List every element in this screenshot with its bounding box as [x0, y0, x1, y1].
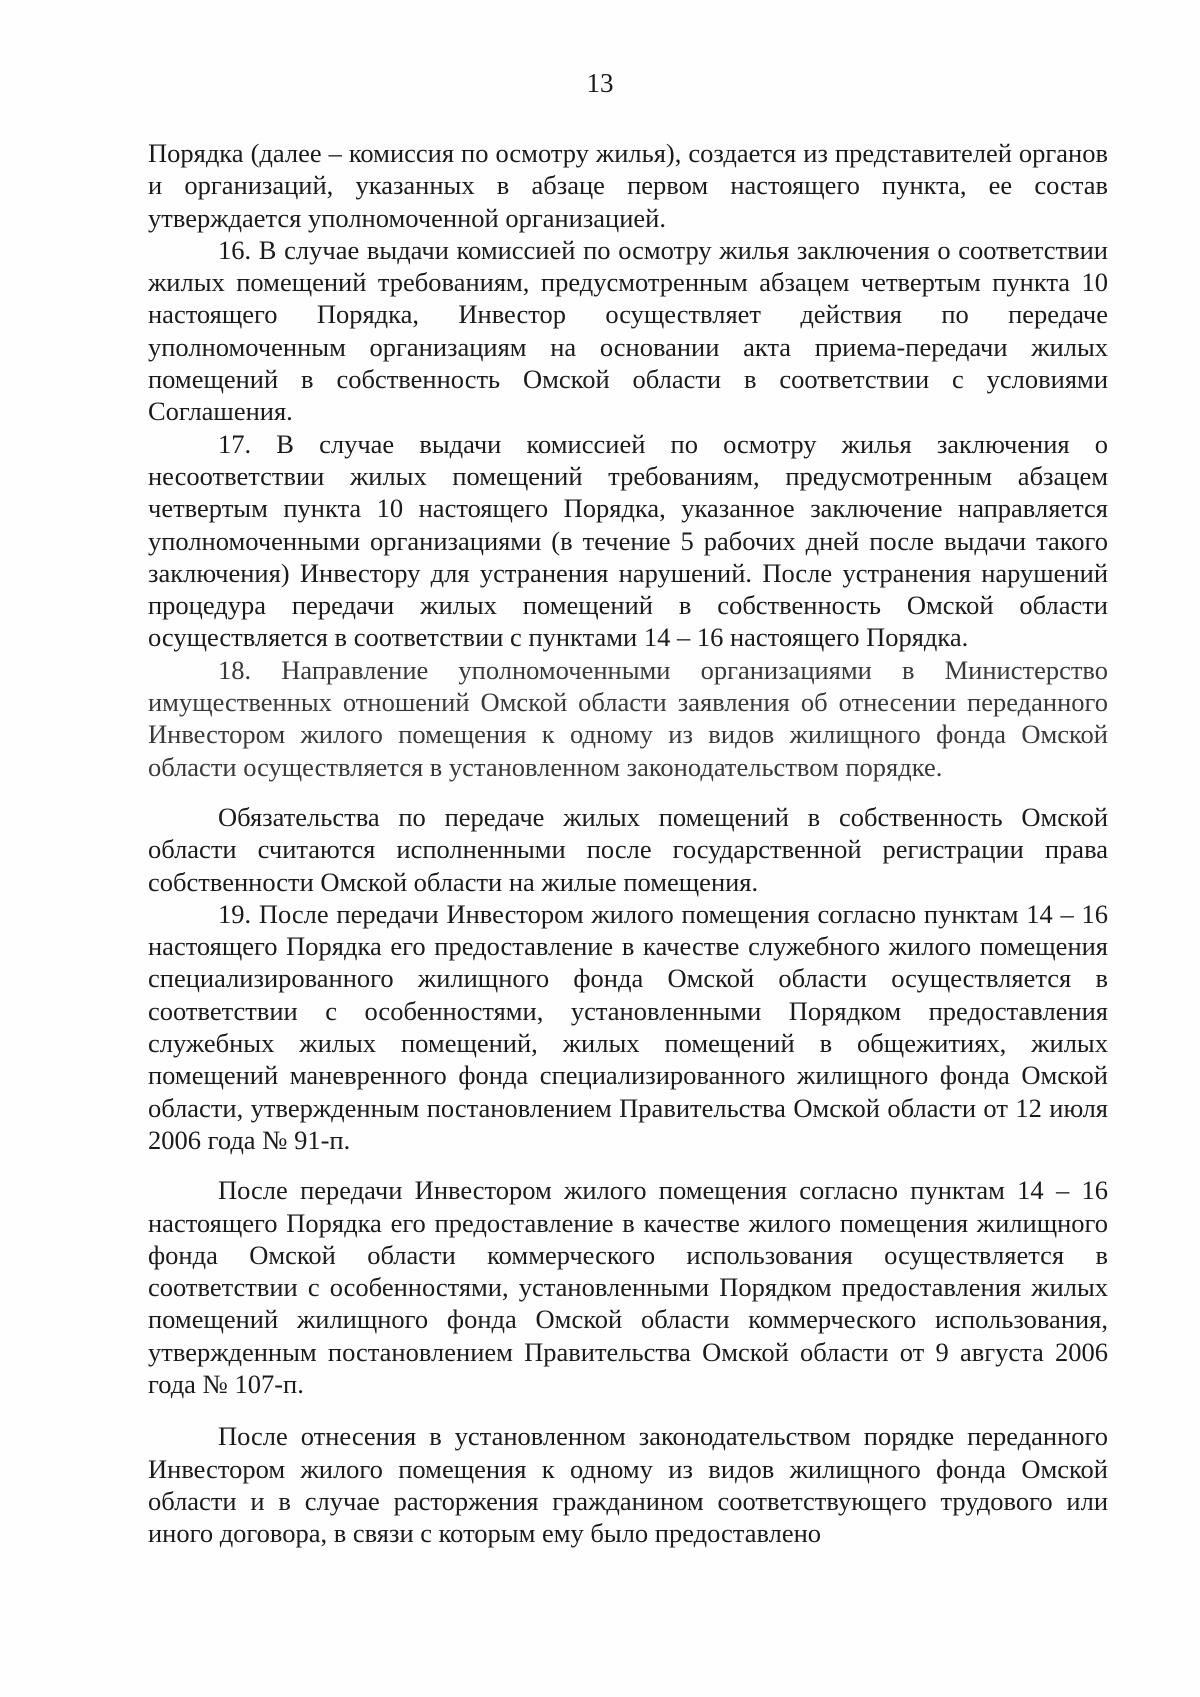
- paragraph-17: 17. В случае выдачи комиссией по осмотру жилья заключения о несоответствии жилых помещений требованиям, предусмотренным абзацем четвертым пункта 10 настоящего Порядка, указанное заключение направляется уполномоченными организациями (в течение 5 рабочих дней после выдачи такого заключения) Инвестору для устранения нарушений. После устранения нарушений процедура передачи жилых помещений в собственность Омской области осуществляется в соответствии с пунктами 14 – 16 настоящего Порядка.: [148, 428, 1108, 653]
- page-number: 13: [586, 68, 614, 98]
- paragraph-obligations: Обязательства по передаче жилых помещений в собственность Омской области считаются исполненными после государственной регистрации права собственности Омской области на жилые помещения.: [148, 801, 1108, 897]
- paragraph-after-assignment: После отнесения в установленном законодательством порядке переданного Инвестором жилого помещения к одному из видов жилищного фонда Омской области и в случае расторжения гражданином соответствующего трудового или иного договора, в связи с которым ему было предоставлено: [148, 1421, 1108, 1549]
- paragraph-19: 19. После передачи Инвестором жилого помещения согласно пунктам 14 – 16 настоящего Порядка его предоставление в качестве служебного жилого помещения специализированного жилищного фонда Омской области осуществляется в соответствии с особенностями, установленными Порядком предоставления служебных жилых помещений, жилых помещений в общежитиях, жилых помещений маневренного фонда специализированного жилищного фонда Омской области, утвержденным постановлением Правительства Омской области от 12 июля 2006 года № 91-п.: [148, 898, 1108, 1155]
- paragraph-16: 16. В случае выдачи комиссией по осмотру жилья заключения о соответствии жилых помещений требованиям, предусмотренным абзацем четвертым пункта 10 настоящего Порядка, Инвестор осуществляет действия по передаче уполномоченным организациям на основании акта приема-передачи жилых помещений в собственность Омской области в соответствии с условиями Соглашения.: [148, 234, 1108, 427]
- paragraph-commercial-use: После передачи Инвестором жилого помещения согласно пунктам 14 – 16 настоящего Порядка его предоставление в качестве жилого помещения жилищного фонда Омской области коммерческого использования осуществляется в соответствии с особенностями, установленными Порядком предоставления жилых помещений жилищного фонда Омской области коммерческого использования, утвержденным постановлением Правительства Омской области от 9 августа 2006 года № 107-п.: [148, 1175, 1108, 1399]
- paragraph-18: 18. Направление уполномоченными организациями в Министерство имущественных отношений Омской области заявления об отнесении переданного Инвестором жилого помещения к одному из видов жилищного фонда Омской области осуществляется в установленном законодательством порядке.: [148, 654, 1108, 782]
- paragraph-continuation: Порядка (далее – комиссия по осмотру жилья), создается из представителей органов и организаций, указанных в абзаце первом настоящего пункта, ее состав утверждается уполномоченной организацией.: [148, 138, 1108, 233]
- document-body: [148, 137, 1108, 1549]
